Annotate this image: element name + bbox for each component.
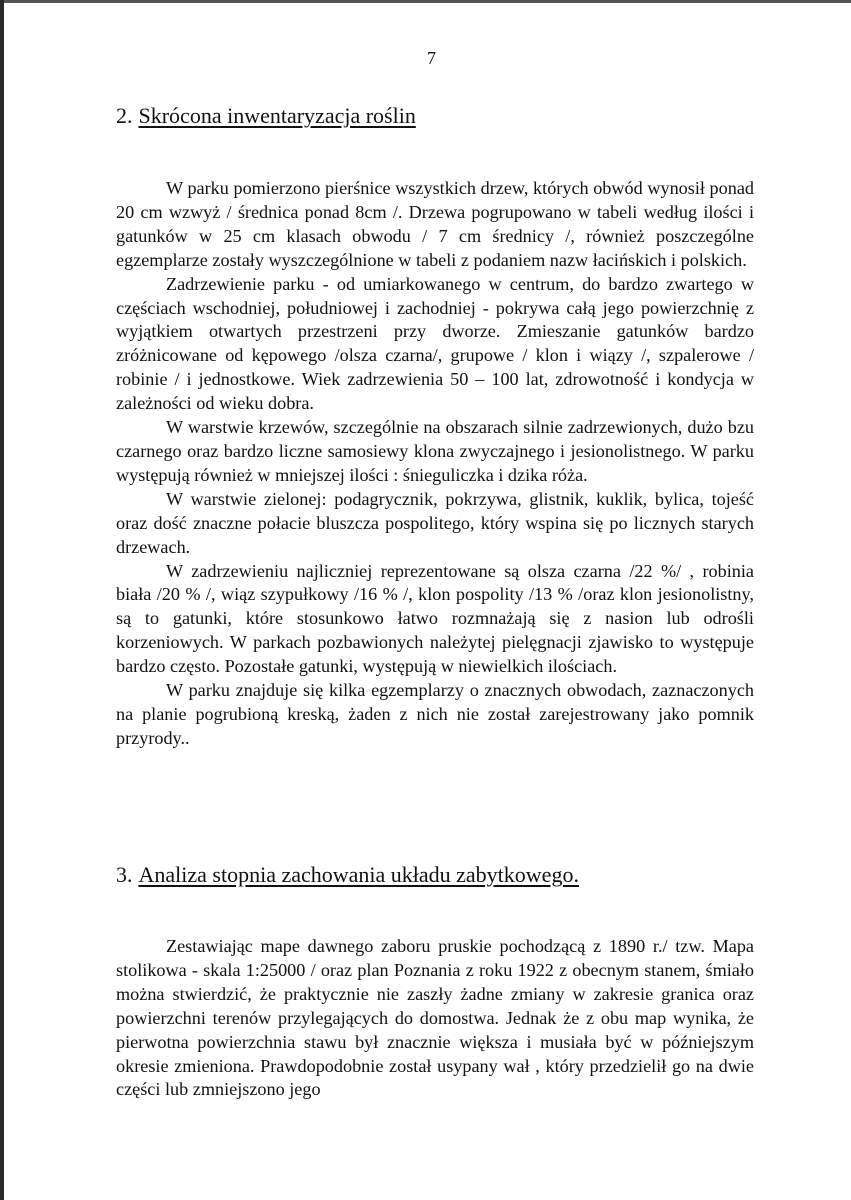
scan-edge-left [0, 0, 4, 1200]
section-3-number: 3. [116, 862, 133, 887]
page-number: 7 [427, 48, 436, 68]
paragraph: Zestawiając mape dawnego zaboru pruskie pochodzącą z 1890 r./ tzw. Mapa stolikowa - skala 1:25000 / oraz plan Poznania z roku 1922 z obecnym stanem, śmiało można stwierdzić, że praktycznie nie zaszły żadne zmiany w zakresie granica oraz powierzchni terenów przylegających do domostwa. Jednak że z obu map wynika, że pierwotna powierzchnia stawu był znacznie większa i musiała być w późniejszym okresie zmieniona. Prawdopodobnie został usypany wał , który przedzielił go na dwie części lub zmniejszono jego [116, 936, 754, 1100]
paragraph: Zadrzewienie parku - od umiarkowanego w centrum, do bardzo zwartego w częściach wschodniej, południowej i zachodniej - pokrywa całą jego powierzchnię z wyjątkiem otwartych przestrzeni przy dworze. Zmieszanie gatunków bardzo zróżnicowane od kępowego /olsza czarna/, grupowe / klon i wiązy /, szpalerowe / robinie / i jednostkowe. Wiek zadrzewienia 50 – 100 lat, zdrowotność i kondycja w zależności od wieku dobra. [116, 273, 754, 414]
paragraph: W parku pomierzono pierśnice wszystkich drzew, których obwód wynosił ponad 20 cm wzwyż / średnica ponad 8cm /. Drzewa pogrupowano w tabeli według ilości i gatunków w 25 cm klasach obwodu / 7 cm średnicy /, również poszczególne egzemplarze zostały wyszczególnione w tabeli z podaniem nazw łacińskich i polskich. [116, 178, 754, 270]
section-2-number: 2. [116, 103, 133, 128]
paragraph: W warstwie krzewów, szczególnie na obszarach silnie zadrzewionych, dużo bzu czarnego oraz bardzo liczne samosiewy klona zwyczajnego i jesionolistnego. W parku występują również w mniejszej ilości : śnieguliczka i dzika róża. [116, 417, 754, 485]
paragraph: W zadrzewieniu najliczniej reprezentowane są olsza czarna /22 %/ , robinia biała /20 % /, wiąz szypułkowy /16 % /, klon pospolity /13 % /oraz klon jesionolistny, są to gatunki, które stosunkowo łatwo rozmnażają się z nasion lub odrośli korzeniowych. W parkach pozbawionych należytej pielęgnacji zjawisko to występuje bardzo często. Pozostałe gatunki, występują w niewielkich ilościach. [116, 560, 754, 677]
paragraph: W parku znajduje się kilka egzemplarzy o znacznych obwodach, zaznaczonych na planie pogrubioną kreską, żaden z nich nie został zarejestrowany jako pomnik przyrody.. [116, 680, 754, 748]
section-3-heading [116, 862, 579, 888]
section-3-title: Analiza stopnia zachowania układu zabytkowego. [138, 862, 579, 887]
section-3-body [116, 935, 754, 1102]
section-2-title: Skrócona inwentaryzacja roślin [138, 103, 416, 128]
paragraph: W warstwie zielonej: podagrycznik, pokrzywa, glistnik, kuklik, bylica, tojeść oraz dość znaczne połacie bluszcza pospolitego, który wspina się po licznych starych drzewach. [116, 488, 754, 557]
section-2-body [116, 177, 754, 751]
scan-edge-top [0, 0, 851, 3]
section-2-heading [116, 103, 416, 129]
